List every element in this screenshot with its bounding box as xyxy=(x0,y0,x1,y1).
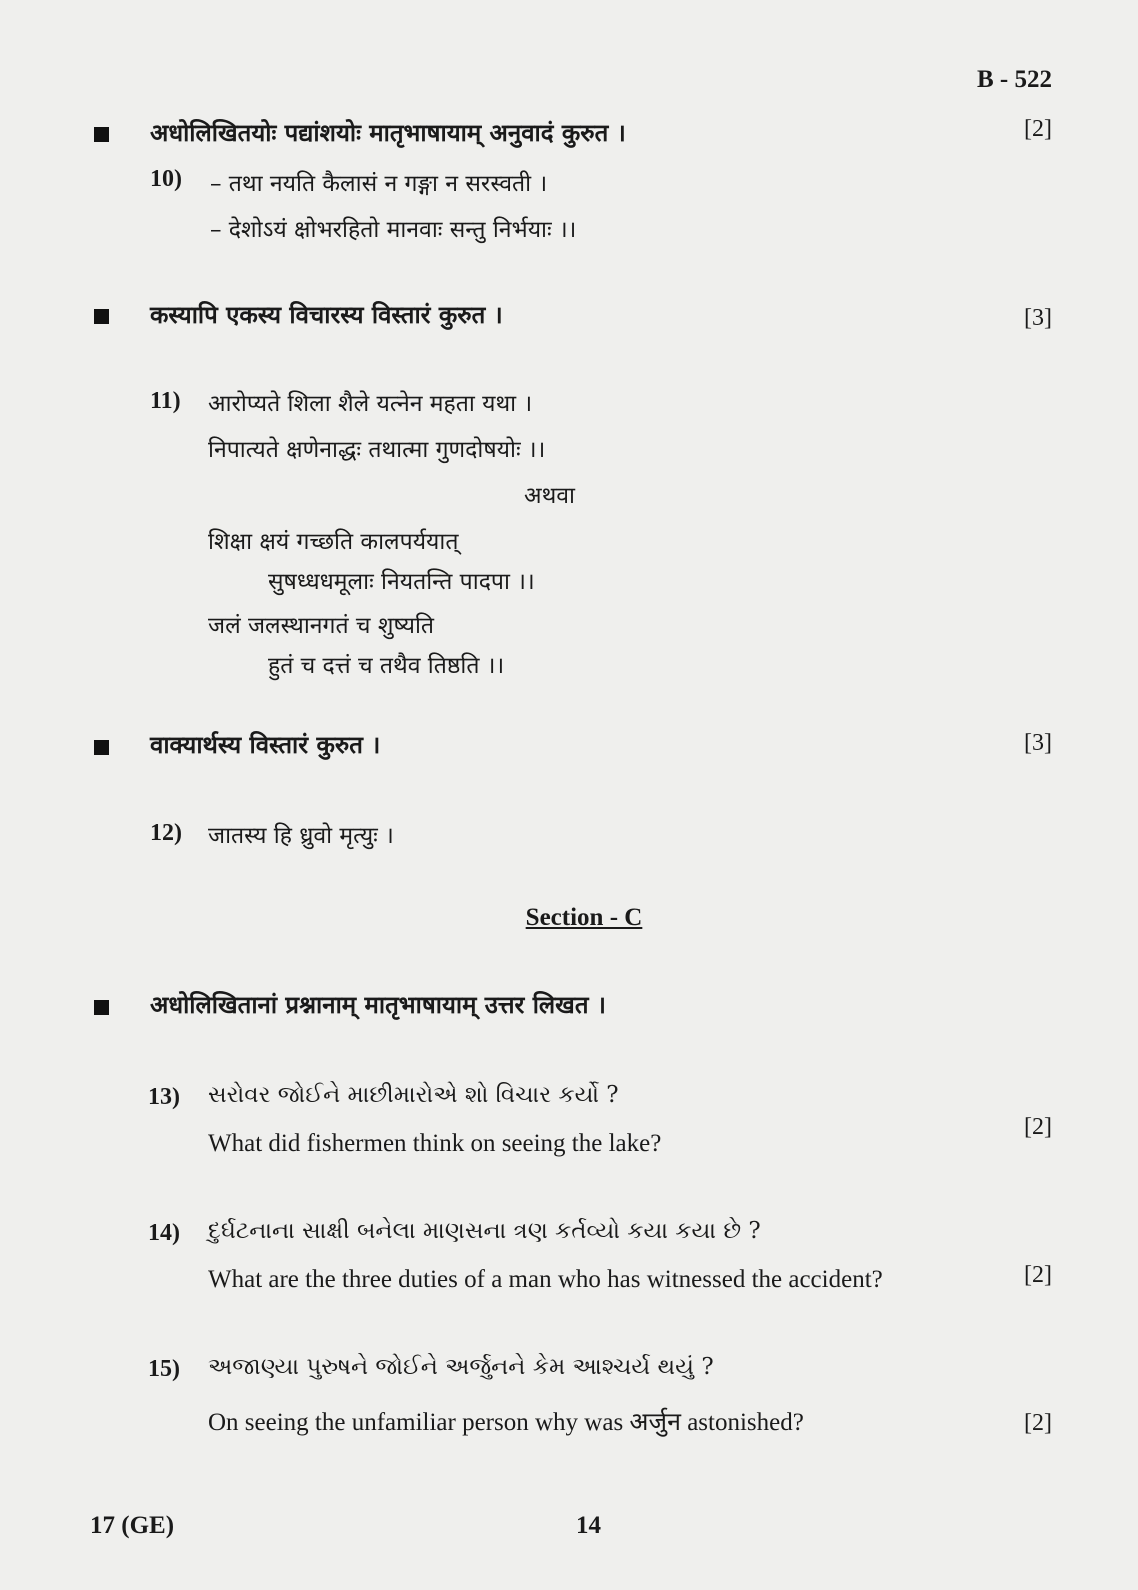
footer-code: 17 (GE) xyxy=(90,1512,175,1539)
bullet-section-c xyxy=(94,1000,109,1015)
section-c-title: Section - C xyxy=(525,904,643,931)
q11-or: अथवा xyxy=(524,483,576,509)
section-c-instruction: अधोलिखितानां प्रश्नानाम् मातृभाषायाम् उत्तर लिखत । xyxy=(150,990,606,1019)
q15-english: On seeing the unfamiliar person why was अर्जुन astonished? xyxy=(208,1409,804,1436)
q12-marks: [3] xyxy=(1024,730,1052,756)
page-number: 14 xyxy=(576,1512,601,1539)
q10-line2: – देशोऽयं क्षोभरहितो मानवाः सन्तु निर्भयाः ।। xyxy=(210,217,577,243)
q11-number: 11) xyxy=(150,388,181,414)
q15-marks: [2] xyxy=(1024,1410,1052,1436)
q14-number: 14) xyxy=(148,1220,180,1246)
q14-gujarati: દુર્ઘટનાના સાક્ષી બનેલા માણસના ત્રણ કર્તવ્યો કયા કયા છે ? xyxy=(208,1218,761,1244)
q11-instruction: कस्यापि एकस्य विचारस्य विस्तारं कुरुत । xyxy=(150,300,503,329)
q11-marks: [3] xyxy=(1024,305,1052,331)
q11-line3: शिक्षा क्षयं गच्छति कालपर्ययात् xyxy=(208,529,459,555)
bullet-q12 xyxy=(94,740,109,755)
q12-instruction: वाक्यार्थस्य विस्तारं कुरुत । xyxy=(150,730,381,759)
q12-line1: जातस्य हि ध्रुवो मृत्युः । xyxy=(208,823,394,849)
q15-gujarati: અજાણ્યા પુરુષને જોઈને અર્જુનને કેમ આશ્ચર્ય થયું ? xyxy=(208,1354,714,1380)
q13-marks: [2] xyxy=(1024,1114,1052,1140)
q11-line1: आरोप्यते शिला शैले यत्नेन महता यथा । xyxy=(208,391,533,417)
q11-line2: निपात्यते क्षणेनाद्धः तथात्मा गुणदोषयोः ।। xyxy=(208,437,546,463)
q13-number: 13) xyxy=(148,1084,180,1110)
q13-gujarati: સરોવર જોઈને માછીમારોએ શો વિચાર કર્યો ? xyxy=(208,1082,619,1108)
q14-marks: [2] xyxy=(1024,1262,1052,1288)
q11-line6: हुतं च दत्तं च तथैव तिष्ठति ।। xyxy=(268,653,505,679)
q14-english: What are the three duties of a man who has witnessed the accident? xyxy=(208,1266,883,1293)
q10-marks: [2] xyxy=(1024,116,1052,142)
q12-number: 12) xyxy=(150,820,182,846)
bullet-q10 xyxy=(94,127,109,142)
q13-english: What did fishermen think on seeing the lake? xyxy=(208,1130,662,1157)
q10-line1: – तथा नयति कैलासं न गङ्गा न सरस्वती । xyxy=(210,171,548,197)
q10-number: 10) xyxy=(150,166,182,192)
q15-number: 15) xyxy=(148,1356,180,1382)
q10-instruction: अधोलिखितयोः पद्यांशयोः मातृभाषायाम् अनुवादं कुरुत । xyxy=(150,118,626,147)
q11-line5: जलं जलस्थानगतं च शुष्यति xyxy=(208,613,435,639)
paper-code: B - 522 xyxy=(977,66,1052,93)
bullet-q11 xyxy=(94,309,109,324)
q11-line4: सुषध्धधमूलाः नियतन्ति पादपा ।। xyxy=(268,569,535,595)
